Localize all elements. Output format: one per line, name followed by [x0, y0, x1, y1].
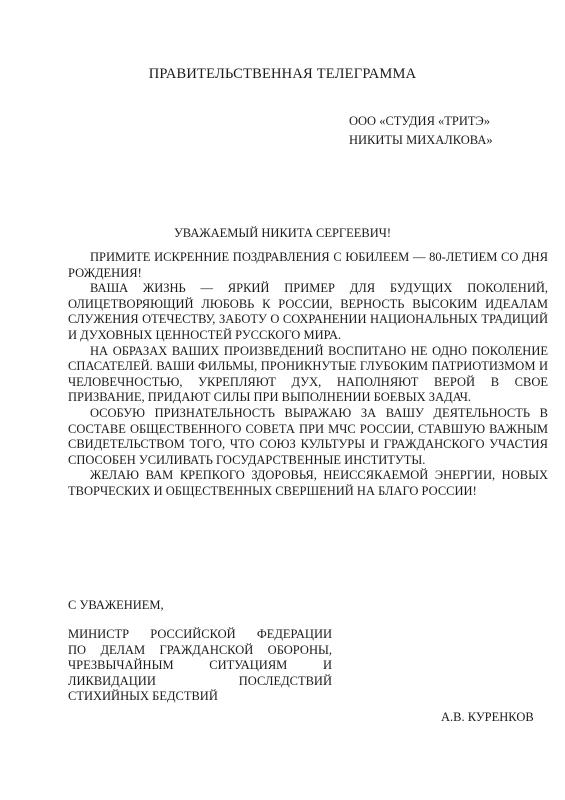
sender-position	[68, 627, 332, 705]
recipient-line: НИКИТЫ МИХАЛКОВА»	[349, 133, 493, 147]
body-paragraph: НА ОБРАЗАХ ВАШИХ ПРОИЗВЕДЕНИЙ ВОСПИТАНО НЕ ОДНО ПОКОЛЕНИЕ СПАСАТЕЛЕЙ. ВАШИ ФИЛЬМЫ, ПРОНИКНУТЫЕ ГЛУБОКИМ ПАТРИОТИЗМОМ И ЧЕЛОВЕЧНОСТЬЮ, УКРЕПЛЯЮТ ДУХ, НАПОЛНЯЮТ ВЕРОЙ В СВОЕ ПРИЗВАНИЕ, ПРИДАЮТ СИЛЫ ПРИ ВЫПОЛНЕНИИ БОЕВЫХ ЗАДАЧ.	[68, 343, 548, 405]
recipient-block	[349, 112, 493, 150]
position-line: ЧРЕЗВЫЧАЙНЫМ СИТУАЦИЯМ И	[68, 658, 332, 673]
recipient-line: ООО «СТУДИЯ «ТРИТЭ»	[349, 114, 491, 128]
closing-line: С УВАЖЕНИЕМ,	[68, 598, 164, 612]
signature-name: А.В. КУРЕНКОВ	[441, 710, 534, 724]
body-paragraph: ЖЕЛАЮ ВАМ КРЕПКОГО ЗДОРОВЬЯ, НЕИССЯКАЕМОЙ ЭНЕРГИИ, НОВЫХ ТВОРЧЕСКИХ И ОБЩЕСТВЕННЫХ СВЕРШЕНИЙ НА БЛАГО РОССИИ!	[68, 468, 548, 498]
body-paragraph: ОСОБУЮ ПРИЗНАТЕЛЬНОСТЬ ВЫРАЖАЮ ЗА ВАШУ ДЕЯТЕЛЬНОСТЬ В СОСТАВЕ ОБЩЕСТВЕННОГО СОВЕТА ПРИ МЧС РОССИИ, СТАВШУЮ ВАЖНЫМ СВИДЕТЕЛЬСТВОМ ТОГО, ЧТО СОЮЗ КУЛЬТУРЫ И ГРАЖДАНСКОГО УЧАСТИЯ СПОСОБЕН УСИЛИВАТЬ ГОСУДАРСТВЕННЫЕ ИНСТИТУТЫ.	[68, 405, 548, 467]
greeting: УВАЖАЕМЫЙ НИКИТА СЕРГЕЕВИЧ!	[173, 226, 392, 240]
position-line: ПО ДЕЛАМ ГРАЖДАНСКОЙ ОБОРОНЫ,	[68, 642, 332, 657]
position-line: СТИХИЙНЫХ БЕДСТВИЙ	[68, 689, 218, 704]
body-paragraph: ПРИМИТЕ ИСКРЕННИЕ ПОЗДРАВЛЕНИЯ С ЮБИЛЕЕМ — 80-ЛЕТИЕМ СО ДНЯ РОЖДЕНИЯ!	[68, 250, 548, 280]
letter-body	[68, 250, 548, 500]
body-paragraph: ВАША ЖИЗНЬ — ЯРКИЙ ПРИМЕР ДЛЯ БУДУЩИХ ПОКОЛЕНИЙ, ОЛИЦЕТВОРЯЮЩИЙ ЛЮБОВЬ К РОССИИ, ВЕРНОСТЬ ВЫСОКИМ ИДЕАЛАМ СЛУЖЕНИЯ ОТЕЧЕСТВУ, ЗАБОТУ О СОХРАНЕНИИ НАЦИОНАЛЬНЫХ ТРАДИЦИЙ И ДУХОВНЫХ ЦЕННОСТЕЙ РУССКОГО МИРА.	[68, 281, 548, 342]
document-title: ПРАВИТЕЛЬСТВЕННАЯ ТЕЛЕГРАММА	[148, 66, 417, 82]
position-line: МИНИСТР РОССИЙСКОЙ ФЕДЕРАЦИИ	[68, 627, 332, 641]
position-line: ЛИКВИДАЦИИ ПОСЛЕДСТВИЙ	[68, 673, 332, 688]
